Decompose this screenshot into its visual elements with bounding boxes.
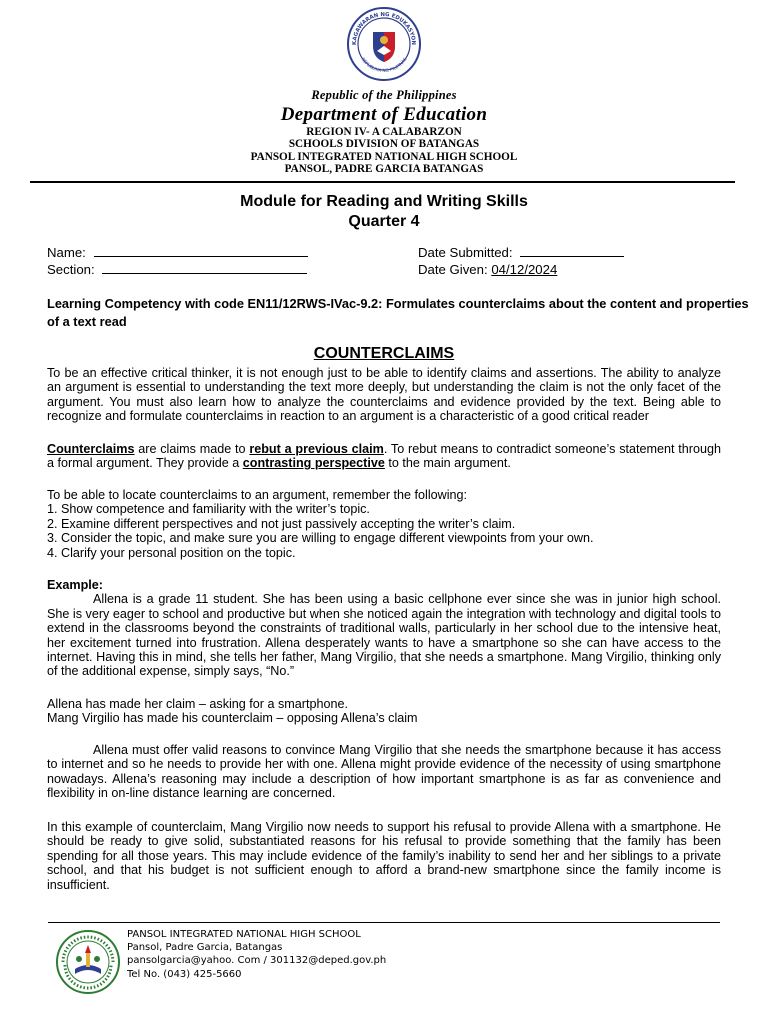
- claim-line: Allena has made her claim – asking for a smartphone.: [47, 697, 349, 711]
- name-label: Name:: [47, 245, 86, 260]
- list-item: 1. Show competence and familiarity with the writer’s topic.: [47, 502, 370, 517]
- republic-heading: Republic of the Philippines: [311, 88, 457, 102]
- term-counterclaims: Counterclaims: [47, 442, 135, 456]
- locate-intro: To be able to locate counterclaims to an argument, remember the following:: [47, 488, 468, 502]
- date-submitted-field[interactable]: [418, 245, 624, 260]
- module-title: [0, 192, 768, 232]
- section-field[interactable]: [47, 262, 307, 277]
- school-line: PANSOL INTEGRATED NATIONAL HIGH SCHOOL: [250, 150, 518, 163]
- example-label: Example:: [47, 578, 103, 592]
- learning-competency: Learning Competency with code EN11/12RWS-IVac-9.2: Formulates counterclaims about the content and properties of a text read: [47, 296, 749, 329]
- deped-seal-logo: [346, 6, 422, 82]
- school-logo: [55, 929, 121, 995]
- footer-tel: Tel No. (043) 425-5660: [127, 968, 242, 980]
- seal-text-bottom: REPUBLIKA NG PILIPINAS: [359, 57, 409, 75]
- date-given-field: [418, 262, 557, 277]
- key-phrase-rebut: rebut a previous claim: [249, 442, 384, 456]
- example-paragraph-3: In this example of counterclaim, Mang Virgilio now needs to support his refusal to provide Allena with a smartphone. He should be ready to give solid, substantiated reasons for his refusal to provide something that the family has been spending for all those years. This may include evidence of the family’s inability to send her and her siblings to a private school, and that his budget is not sufficient enough to afford a brand-new smartphone since the family income is insufficient.: [47, 820, 721, 892]
- counterclaim-line: Mang Virgilio has made his counterclaim – opposing Allena’s claim: [47, 711, 418, 726]
- name-field[interactable]: [47, 245, 308, 260]
- definition-text-2: . To rebut means to contradict someone’s statement through a formal argument. They provide a: [47, 442, 722, 471]
- seal-text-top: KAGAWARAN NG EDUKASYON: [351, 11, 417, 46]
- definition-text-3: to the main argument.: [384, 456, 511, 471]
- claim-summary: [47, 697, 721, 726]
- example-paragraph-1: Allena is a grade 11 student. She has been using a basic cellphone ever since she was in junior high school. She is very eager to school and productive but when she noticed again the integration with technology and digital tools to extend in the classrooms beyond the constraints of traditional walls, particularly in her school due to the intensive heat, her excitement turned into frustration. Allena desperately wants to have a smartphone so she can have access to the internet. Having this in mind, she tells her father, Mang Virgilio, that she needs a smartphone. Mang Virgilio, thinking only of the additional expense, simply says, “No.”: [47, 592, 721, 679]
- list-item: 4. Clarify your personal position on the topic.: [47, 545, 296, 560]
- date-given-label: Date Given:: [418, 262, 488, 277]
- footer-school: PANSOL INTEGRATED NATIONAL HIGH SCHOOL: [127, 929, 361, 940]
- region-line: REGION IV- A CALABARZON: [306, 126, 462, 138]
- name-blank[interactable]: [94, 245, 308, 257]
- module-title-line1: Module for Reading and Writing Skills: [240, 193, 528, 210]
- definition-paragraph: [47, 442, 721, 471]
- division-line: SCHOOLS DIVISION OF BATANGAS: [288, 138, 480, 151]
- example-section: [47, 578, 721, 679]
- address-line: PANSOL, PADRE GARCIA BATANGAS: [284, 163, 484, 176]
- footer-divider: [48, 922, 720, 923]
- list-item: 2. Examine different perspectives and not just passively accepting the writer’s claim.: [47, 516, 516, 531]
- school-header-lines: [0, 126, 768, 176]
- list-item: 3. Consider the topic, and make sure you are willing to engage different viewpoints from your own.: [47, 531, 594, 546]
- date-submitted-label: Date Submitted:: [418, 245, 513, 260]
- department-heading: Department of Education: [280, 104, 488, 125]
- intro-paragraph: To be an effective critical thinker, it is not enough just to be able to identify claims and assertions. The ability to analyze an argument is essential to understanding the text more deeply, but understanding the claim is not the only facet of the argument. You must also learn how to analyze the counterclaims and evidence provided by the text. Being able to recognize and formulate counterclaims in reaction to an argument is a characteristic of a good critical reader: [47, 366, 721, 424]
- module-quarter: Quarter 4: [348, 213, 420, 230]
- footer-email: pansolgarcia@yahoo. Com / 301132@deped.gov.ph: [127, 955, 387, 967]
- locate-list: [47, 488, 721, 560]
- header-divider: [30, 181, 735, 183]
- example-paragraph-2: Allena must offer valid reasons to convince Mang Virgilio that she needs the smartphone because it has access to internet and so he needs to provide her with one. Allena might provide evidence of the necessity of using smartphone nowadays. Allena’s reasoning may include a description of how important smartphone is as far as convenience and flexibility in on-line distance learning are concerned.: [47, 743, 721, 801]
- section-label: Section:: [47, 262, 95, 277]
- date-given-value: 04/12/2024: [491, 262, 558, 277]
- key-phrase-contrasting: contrasting perspective: [242, 456, 385, 471]
- section-blank[interactable]: [102, 262, 307, 274]
- footer-info: [127, 928, 386, 981]
- date-submitted-blank[interactable]: [520, 245, 624, 257]
- section-title: COUNTERCLAIMS: [313, 345, 455, 362]
- definition-text-1: are claims made to: [134, 442, 250, 456]
- footer-address: Pansol, Padre Garcia, Batangas: [127, 942, 283, 954]
